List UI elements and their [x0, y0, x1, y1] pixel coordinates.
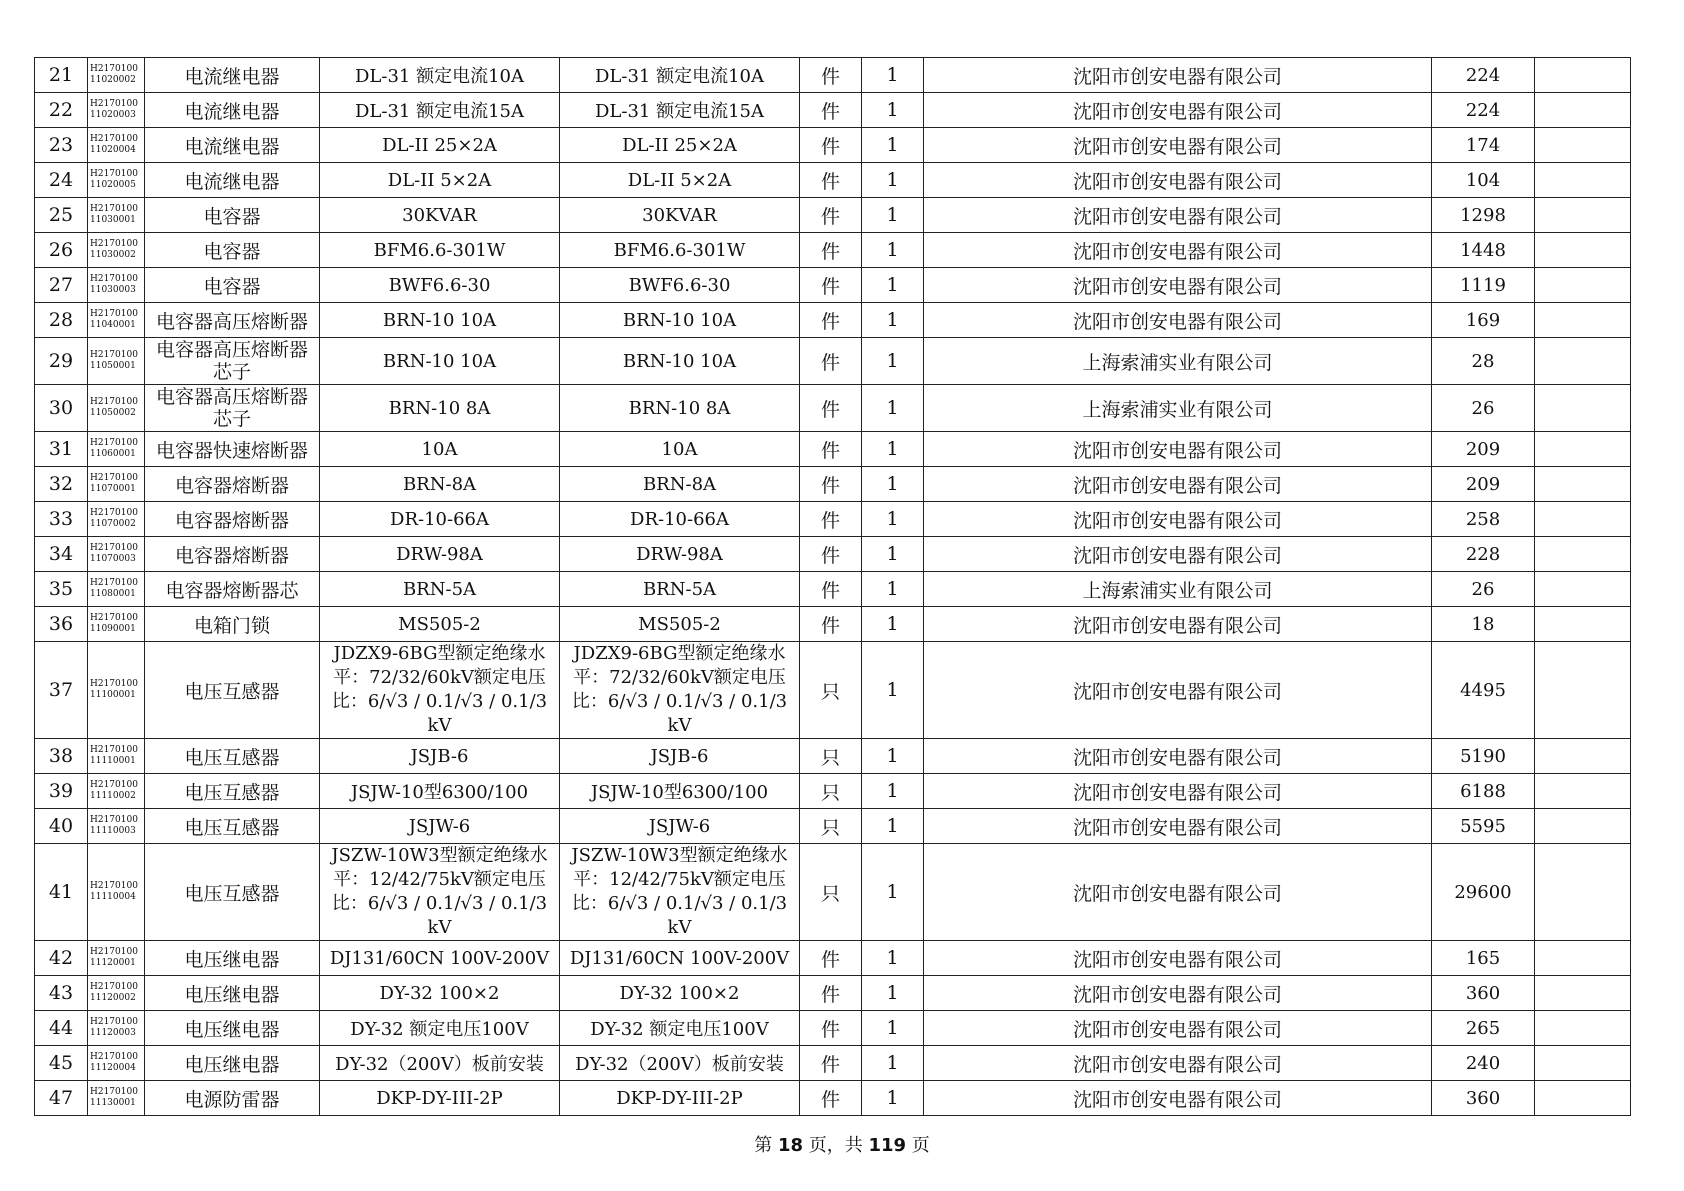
cell-row-number: 30 — [35, 385, 88, 432]
cell-row-number: 21 — [35, 58, 88, 93]
cell-item-name: 电流继电器 — [145, 163, 320, 198]
cell-note — [1535, 844, 1631, 941]
table-row — [35, 163, 1631, 198]
cell-unit: 件 — [800, 1081, 862, 1116]
cell-note — [1535, 976, 1631, 1011]
cell-row-number: 25 — [35, 198, 88, 233]
footer-total-pages: 119 — [868, 1135, 907, 1156]
cell-material-code: H2170100 11100001 — [88, 642, 145, 739]
table-row — [35, 467, 1631, 502]
cell-spec-model-alt: DY-32 100×2 — [560, 976, 800, 1011]
cell-material-code: H2170100 11030001 — [88, 198, 145, 233]
cell-price: 18 — [1432, 607, 1535, 642]
cell-price: 104 — [1432, 163, 1535, 198]
cell-material-code: H2170100 11110002 — [88, 774, 145, 809]
table-row — [35, 233, 1631, 268]
cell-note — [1535, 739, 1631, 774]
cell-unit: 件 — [800, 128, 862, 163]
cell-price: 360 — [1432, 976, 1535, 1011]
footer-suffix: 页 — [911, 1135, 930, 1156]
cell-spec-model: JDZX9-6BG型额定绝缘水平：72/32/60kV额定电压比：6/√3 / 0.1/√3 / 0.1/3 kV — [320, 642, 560, 739]
cell-note — [1535, 198, 1631, 233]
cell-spec-model-alt: JDZX9-6BG型额定绝缘水平：72/32/60kV额定电压比：6/√3 / 0.1/√3 / 0.1/3 kV — [560, 642, 800, 739]
cell-quantity: 1 — [862, 1046, 924, 1081]
cell-item-name: 电压继电器 — [145, 1011, 320, 1046]
footer-mid: 页，共 — [808, 1135, 863, 1156]
cell-row-number: 43 — [35, 976, 88, 1011]
cell-price: 5190 — [1432, 739, 1535, 774]
cell-material-code: H2170100 11030002 — [88, 233, 145, 268]
table-row — [35, 774, 1631, 809]
cell-material-code: H2170100 11120004 — [88, 1046, 145, 1081]
cell-unit: 只 — [800, 739, 862, 774]
cell-price: 228 — [1432, 537, 1535, 572]
cell-spec-model: BRN-10 8A — [320, 385, 560, 432]
cell-note — [1535, 774, 1631, 809]
cell-note — [1535, 1046, 1631, 1081]
cell-spec-model: MS505-2 — [320, 607, 560, 642]
cell-spec-model: DY-32（200V）板前安装 — [320, 1046, 560, 1081]
cell-spec-model: DL-II 25×2A — [320, 128, 560, 163]
cell-note — [1535, 537, 1631, 572]
cell-quantity: 1 — [862, 58, 924, 93]
cell-spec-model-alt: BRN-10 10A — [560, 303, 800, 338]
cell-material-code: H2170100 11080001 — [88, 572, 145, 607]
cell-price: 209 — [1432, 467, 1535, 502]
cell-unit: 件 — [800, 467, 862, 502]
cell-row-number: 29 — [35, 338, 88, 385]
cell-spec-model-alt: BFM6.6-301W — [560, 233, 800, 268]
table-row — [35, 572, 1631, 607]
cell-price: 169 — [1432, 303, 1535, 338]
cell-spec-model-alt: DL-31 额定电流15A — [560, 93, 800, 128]
cell-vendor: 沈阳市创安电器有限公司 — [924, 809, 1432, 844]
cell-row-number: 44 — [35, 1011, 88, 1046]
cell-price: 26 — [1432, 385, 1535, 432]
cell-row-number: 40 — [35, 809, 88, 844]
cell-quantity: 1 — [862, 303, 924, 338]
cell-quantity: 1 — [862, 198, 924, 233]
cell-vendor: 沈阳市创安电器有限公司 — [924, 128, 1432, 163]
cell-unit: 件 — [800, 198, 862, 233]
cell-quantity: 1 — [862, 1081, 924, 1116]
cell-quantity: 1 — [862, 233, 924, 268]
cell-item-name: 电流继电器 — [145, 93, 320, 128]
cell-note — [1535, 128, 1631, 163]
cell-note — [1535, 1081, 1631, 1116]
cell-item-name: 电压继电器 — [145, 1046, 320, 1081]
cell-material-code: H2170100 11120002 — [88, 976, 145, 1011]
table-row — [35, 432, 1631, 467]
cell-price: 224 — [1432, 93, 1535, 128]
cell-material-code: H2170100 11120001 — [88, 941, 145, 976]
cell-unit: 件 — [800, 303, 862, 338]
cell-item-name: 电压继电器 — [145, 941, 320, 976]
cell-material-code: H2170100 11090001 — [88, 607, 145, 642]
table-row — [35, 642, 1631, 739]
cell-spec-model-alt: DJ131/60CN 100V-200V — [560, 941, 800, 976]
cell-spec-model: BRN-10 10A — [320, 338, 560, 385]
cell-row-number: 23 — [35, 128, 88, 163]
cell-item-name: 电容器 — [145, 233, 320, 268]
table-row — [35, 809, 1631, 844]
cell-spec-model-alt: JSJB-6 — [560, 739, 800, 774]
cell-unit: 只 — [800, 844, 862, 941]
cell-price: 360 — [1432, 1081, 1535, 1116]
cell-price: 258 — [1432, 502, 1535, 537]
cell-row-number: 41 — [35, 844, 88, 941]
cell-row-number: 47 — [35, 1081, 88, 1116]
footer-page-number: 18 — [777, 1135, 803, 1156]
table-row — [35, 607, 1631, 642]
cell-spec-model-alt: JSZW-10W3型额定绝缘水平：12/42/75kV额定电压比：6/√3 / 0.1/√3 / 0.1/3 kV — [560, 844, 800, 941]
cell-unit: 只 — [800, 774, 862, 809]
cell-vendor: 沈阳市创安电器有限公司 — [924, 432, 1432, 467]
cell-note — [1535, 58, 1631, 93]
table-row — [35, 338, 1631, 385]
cell-price: 224 — [1432, 58, 1535, 93]
cell-vendor: 沈阳市创安电器有限公司 — [924, 268, 1432, 303]
cell-vendor: 沈阳市创安电器有限公司 — [924, 844, 1432, 941]
cell-vendor: 沈阳市创安电器有限公司 — [924, 774, 1432, 809]
cell-quantity: 1 — [862, 1011, 924, 1046]
cell-spec-model-alt: JSJW-6 — [560, 809, 800, 844]
cell-material-code: H2170100 11070002 — [88, 502, 145, 537]
cell-row-number: 28 — [35, 303, 88, 338]
cell-material-code: H2170100 11020005 — [88, 163, 145, 198]
cell-material-code: H2170100 11110004 — [88, 844, 145, 941]
cell-unit: 件 — [800, 1011, 862, 1046]
cell-spec-model-alt: BWF6.6-30 — [560, 268, 800, 303]
cell-note — [1535, 163, 1631, 198]
cell-price: 1298 — [1432, 198, 1535, 233]
cell-row-number: 35 — [35, 572, 88, 607]
cell-spec-model: BWF6.6-30 — [320, 268, 560, 303]
cell-unit: 件 — [800, 432, 862, 467]
table-row — [35, 976, 1631, 1011]
cell-unit: 件 — [800, 941, 862, 976]
cell-material-code: H2170100 11050001 — [88, 338, 145, 385]
cell-note — [1535, 1011, 1631, 1046]
cell-material-code: H2170100 11070003 — [88, 537, 145, 572]
cell-item-name: 电容器 — [145, 268, 320, 303]
cell-item-name: 电压互感器 — [145, 774, 320, 809]
cell-note — [1535, 93, 1631, 128]
cell-vendor: 沈阳市创安电器有限公司 — [924, 607, 1432, 642]
cell-note — [1535, 432, 1631, 467]
cell-spec-model: JSZW-10W3型额定绝缘水平：12/42/75kV额定电压比：6/√3 / 0.1/√3 / 0.1/3 kV — [320, 844, 560, 941]
cell-material-code: H2170100 11060001 — [88, 432, 145, 467]
cell-vendor: 沈阳市创安电器有限公司 — [924, 642, 1432, 739]
cell-quantity: 1 — [862, 976, 924, 1011]
cell-unit: 件 — [800, 502, 862, 537]
cell-material-code: H2170100 11020003 — [88, 93, 145, 128]
cell-unit: 件 — [800, 233, 862, 268]
cell-row-number: 26 — [35, 233, 88, 268]
cell-item-name: 电箱门锁 — [145, 607, 320, 642]
cell-quantity: 1 — [862, 809, 924, 844]
cell-spec-model: JSJW-6 — [320, 809, 560, 844]
cell-vendor: 沈阳市创安电器有限公司 — [924, 976, 1432, 1011]
cell-note — [1535, 502, 1631, 537]
table-row — [35, 844, 1631, 941]
cell-quantity: 1 — [862, 844, 924, 941]
cell-spec-model: 30KVAR — [320, 198, 560, 233]
table-row — [35, 268, 1631, 303]
cell-material-code: H2170100 11030003 — [88, 268, 145, 303]
table-row — [35, 1081, 1631, 1116]
cell-row-number: 27 — [35, 268, 88, 303]
cell-item-name: 电容器熔断器芯 — [145, 572, 320, 607]
cell-quantity: 1 — [862, 467, 924, 502]
cell-spec-model: DY-32 100×2 — [320, 976, 560, 1011]
cell-item-name: 电容器高压熔断器芯子 — [145, 338, 320, 385]
cell-note — [1535, 338, 1631, 385]
cell-price: 165 — [1432, 941, 1535, 976]
cell-vendor: 沈阳市创安电器有限公司 — [924, 198, 1432, 233]
cell-vendor: 沈阳市创安电器有限公司 — [924, 93, 1432, 128]
cell-row-number: 38 — [35, 739, 88, 774]
cell-quantity: 1 — [862, 338, 924, 385]
cell-spec-model-alt: DR-10-66A — [560, 502, 800, 537]
cell-spec-model: DR-10-66A — [320, 502, 560, 537]
cell-note — [1535, 467, 1631, 502]
cell-quantity: 1 — [862, 268, 924, 303]
cell-quantity: 1 — [862, 163, 924, 198]
cell-price: 174 — [1432, 128, 1535, 163]
cell-note — [1535, 233, 1631, 268]
cell-note — [1535, 385, 1631, 432]
cell-spec-model: DRW-98A — [320, 537, 560, 572]
cell-quantity: 1 — [862, 502, 924, 537]
cell-item-name: 电源防雷器 — [145, 1081, 320, 1116]
cell-item-name: 电容器高压熔断器芯子 — [145, 385, 320, 432]
cell-price: 28 — [1432, 338, 1535, 385]
cell-price: 4495 — [1432, 642, 1535, 739]
cell-material-code: H2170100 11110001 — [88, 739, 145, 774]
cell-unit: 只 — [800, 809, 862, 844]
cell-spec-model-alt: DL-II 5×2A — [560, 163, 800, 198]
cell-unit: 件 — [800, 1046, 862, 1081]
cell-note — [1535, 607, 1631, 642]
cell-quantity: 1 — [862, 432, 924, 467]
cell-price: 29600 — [1432, 844, 1535, 941]
cell-row-number: 34 — [35, 537, 88, 572]
cell-quantity: 1 — [862, 941, 924, 976]
cell-price: 26 — [1432, 572, 1535, 607]
cell-spec-model-alt: DY-32（200V）板前安装 — [560, 1046, 800, 1081]
cell-spec-model-alt: BRN-10 8A — [560, 385, 800, 432]
cell-spec-model-alt: DL-31 额定电流10A — [560, 58, 800, 93]
cell-material-code: H2170100 11120003 — [88, 1011, 145, 1046]
cell-material-code: H2170100 11020002 — [88, 58, 145, 93]
cell-material-code: H2170100 11050002 — [88, 385, 145, 432]
cell-item-name: 电容器快速熔断器 — [145, 432, 320, 467]
cell-unit: 件 — [800, 385, 862, 432]
cell-spec-model-alt: BRN-8A — [560, 467, 800, 502]
cell-vendor: 沈阳市创安电器有限公司 — [924, 467, 1432, 502]
cell-material-code: H2170100 11130001 — [88, 1081, 145, 1116]
cell-item-name: 电容器熔断器 — [145, 502, 320, 537]
table-row — [35, 537, 1631, 572]
cell-row-number: 39 — [35, 774, 88, 809]
cell-item-name: 电压继电器 — [145, 976, 320, 1011]
cell-row-number: 31 — [35, 432, 88, 467]
cell-spec-model-alt: DL-II 25×2A — [560, 128, 800, 163]
cell-note — [1535, 572, 1631, 607]
cell-spec-model: BRN-5A — [320, 572, 560, 607]
cell-row-number: 32 — [35, 467, 88, 502]
cell-spec-model-alt: BRN-5A — [560, 572, 800, 607]
cell-vendor: 沈阳市创安电器有限公司 — [924, 163, 1432, 198]
table-row — [35, 58, 1631, 93]
cell-unit: 件 — [800, 268, 862, 303]
cell-item-name: 电压互感器 — [145, 642, 320, 739]
table-row — [35, 198, 1631, 233]
cell-quantity: 1 — [862, 537, 924, 572]
table-row — [35, 502, 1631, 537]
cell-row-number: 42 — [35, 941, 88, 976]
cell-item-name: 电压互感器 — [145, 739, 320, 774]
table-row — [35, 1046, 1631, 1081]
cell-unit: 件 — [800, 607, 862, 642]
cell-spec-model: DY-32 额定电压100V — [320, 1011, 560, 1046]
cell-row-number: 24 — [35, 163, 88, 198]
cell-note — [1535, 642, 1631, 739]
cell-vendor: 沈阳市创安电器有限公司 — [924, 1011, 1432, 1046]
cell-quantity: 1 — [862, 93, 924, 128]
table-row — [35, 941, 1631, 976]
cell-vendor: 沈阳市创安电器有限公司 — [924, 1046, 1432, 1081]
cell-material-code: H2170100 11110003 — [88, 809, 145, 844]
table-row — [35, 1011, 1631, 1046]
cell-vendor: 沈阳市创安电器有限公司 — [924, 303, 1432, 338]
cell-unit: 件 — [800, 338, 862, 385]
cell-quantity: 1 — [862, 739, 924, 774]
table-row — [35, 739, 1631, 774]
cell-item-name: 电流继电器 — [145, 58, 320, 93]
cell-spec-model: BFM6.6-301W — [320, 233, 560, 268]
cell-item-name: 电容器高压熔断器 — [145, 303, 320, 338]
cell-note — [1535, 809, 1631, 844]
cell-quantity: 1 — [862, 385, 924, 432]
table-row — [35, 303, 1631, 338]
cell-price: 5595 — [1432, 809, 1535, 844]
cell-material-code: H2170100 11070001 — [88, 467, 145, 502]
cell-price: 1448 — [1432, 233, 1535, 268]
cell-vendor: 沈阳市创安电器有限公司 — [924, 233, 1432, 268]
cell-spec-model: DL-31 额定电流10A — [320, 58, 560, 93]
cell-spec-model: 10A — [320, 432, 560, 467]
cell-vendor: 沈阳市创安电器有限公司 — [924, 537, 1432, 572]
cell-vendor: 沈阳市创安电器有限公司 — [924, 941, 1432, 976]
cell-price: 6188 — [1432, 774, 1535, 809]
cell-vendor: 上海索浦实业有限公司 — [924, 572, 1432, 607]
cell-quantity: 1 — [862, 642, 924, 739]
cell-unit: 件 — [800, 976, 862, 1011]
cell-spec-model: DL-31 额定电流15A — [320, 93, 560, 128]
cell-spec-model-alt: MS505-2 — [560, 607, 800, 642]
cell-quantity: 1 — [862, 572, 924, 607]
cell-spec-model: DKP-DY-III-2P — [320, 1081, 560, 1116]
cell-quantity: 1 — [862, 607, 924, 642]
footer-prefix: 第 — [754, 1135, 773, 1156]
cell-price: 265 — [1432, 1011, 1535, 1046]
cell-row-number: 37 — [35, 642, 88, 739]
table-row — [35, 93, 1631, 128]
cell-unit: 件 — [800, 572, 862, 607]
cell-price: 240 — [1432, 1046, 1535, 1081]
table-row — [35, 385, 1631, 432]
cell-item-name: 电压互感器 — [145, 844, 320, 941]
cell-spec-model-alt: DKP-DY-III-2P — [560, 1081, 800, 1116]
cell-item-name: 电流继电器 — [145, 128, 320, 163]
cell-spec-model-alt: BRN-10 10A — [560, 338, 800, 385]
cell-item-name: 电容器熔断器 — [145, 537, 320, 572]
cell-vendor: 沈阳市创安电器有限公司 — [924, 1081, 1432, 1116]
table-row — [35, 128, 1631, 163]
cell-spec-model: BRN-8A — [320, 467, 560, 502]
cell-note — [1535, 303, 1631, 338]
cell-row-number: 33 — [35, 502, 88, 537]
cell-vendor: 上海索浦实业有限公司 — [924, 338, 1432, 385]
price-table — [34, 57, 1631, 1116]
table-body — [35, 58, 1631, 1116]
page-footer — [0, 1131, 1684, 1157]
cell-vendor: 沈阳市创安电器有限公司 — [924, 502, 1432, 537]
cell-vendor: 上海索浦实业有限公司 — [924, 385, 1432, 432]
cell-item-name: 电容器 — [145, 198, 320, 233]
cell-unit: 只 — [800, 642, 862, 739]
cell-unit: 件 — [800, 58, 862, 93]
cell-spec-model: BRN-10 10A — [320, 303, 560, 338]
cell-spec-model-alt: 10A — [560, 432, 800, 467]
cell-row-number: 45 — [35, 1046, 88, 1081]
cell-unit: 件 — [800, 93, 862, 128]
cell-quantity: 1 — [862, 128, 924, 163]
cell-vendor: 沈阳市创安电器有限公司 — [924, 58, 1432, 93]
cell-spec-model-alt: DRW-98A — [560, 537, 800, 572]
cell-item-name: 电容器熔断器 — [145, 467, 320, 502]
cell-spec-model-alt: JSJW-10型6300/100 — [560, 774, 800, 809]
cell-unit: 件 — [800, 163, 862, 198]
cell-row-number: 36 — [35, 607, 88, 642]
cell-item-name: 电压互感器 — [145, 809, 320, 844]
cell-spec-model: DL-II 5×2A — [320, 163, 560, 198]
cell-row-number: 22 — [35, 93, 88, 128]
cell-spec-model-alt: DY-32 额定电压100V — [560, 1011, 800, 1046]
cell-material-code: H2170100 11020004 — [88, 128, 145, 163]
cell-note — [1535, 268, 1631, 303]
cell-price: 1119 — [1432, 268, 1535, 303]
cell-spec-model: DJ131/60CN 100V-200V — [320, 941, 560, 976]
cell-spec-model: JSJB-6 — [320, 739, 560, 774]
cell-spec-model: JSJW-10型6300/100 — [320, 774, 560, 809]
cell-unit: 件 — [800, 537, 862, 572]
cell-vendor: 沈阳市创安电器有限公司 — [924, 739, 1432, 774]
cell-quantity: 1 — [862, 774, 924, 809]
cell-spec-model-alt: 30KVAR — [560, 198, 800, 233]
cell-price: 209 — [1432, 432, 1535, 467]
cell-material-code: H2170100 11040001 — [88, 303, 145, 338]
cell-note — [1535, 941, 1631, 976]
